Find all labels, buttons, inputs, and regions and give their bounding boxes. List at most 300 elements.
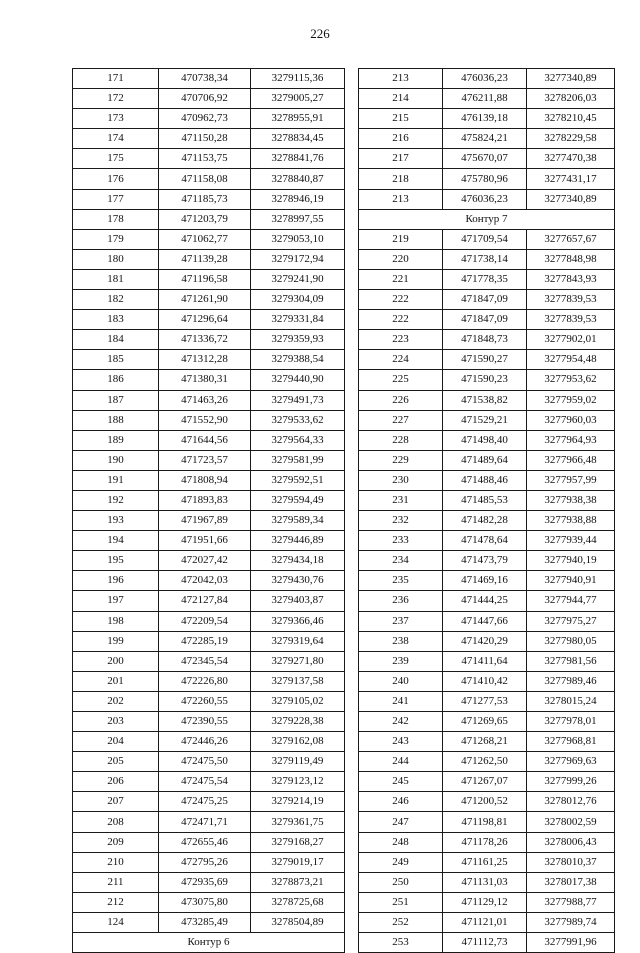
x-coordinate-cell: 471185,73 <box>159 189 251 209</box>
y-coordinate-cell: 3278206,03 <box>527 89 615 109</box>
y-coordinate-cell: 3277975,27 <box>527 611 615 631</box>
x-coordinate-cell: 471482,28 <box>443 511 527 531</box>
table-row <box>359 430 615 450</box>
point-number-cell: 197 <box>73 591 159 611</box>
point-number-cell: 172 <box>73 89 159 109</box>
x-coordinate-cell: 473285,49 <box>159 912 251 932</box>
table-row <box>73 470 345 490</box>
x-coordinate-cell: 471178,26 <box>443 832 527 852</box>
point-number-cell: 250 <box>359 872 443 892</box>
table-row <box>73 269 345 289</box>
point-number-cell: 173 <box>73 109 159 129</box>
point-number-cell: 227 <box>359 410 443 430</box>
x-coordinate-cell: 471951,66 <box>159 531 251 551</box>
point-number-cell: 179 <box>73 229 159 249</box>
table-row <box>73 89 345 109</box>
table-row <box>73 310 345 330</box>
y-coordinate-cell: 3279491,73 <box>251 390 345 410</box>
y-coordinate-cell: 3279319,64 <box>251 631 345 651</box>
x-coordinate-cell: 472390,55 <box>159 712 251 732</box>
x-coordinate-cell: 471203,79 <box>159 209 251 229</box>
point-number-cell: 235 <box>359 571 443 591</box>
y-coordinate-cell: 3279359,93 <box>251 330 345 350</box>
x-coordinate-cell: 476036,23 <box>443 69 527 89</box>
table-row <box>73 511 345 531</box>
x-coordinate-cell: 472475,50 <box>159 752 251 772</box>
x-coordinate-cell: 473075,80 <box>159 892 251 912</box>
y-coordinate-cell: 3278841,76 <box>251 149 345 169</box>
point-number-cell: 188 <box>73 410 159 430</box>
y-coordinate-cell: 3279115,36 <box>251 69 345 89</box>
x-coordinate-cell: 471590,27 <box>443 350 527 370</box>
table-row <box>359 551 615 571</box>
x-coordinate-cell: 471158,08 <box>159 169 251 189</box>
point-number-cell: 225 <box>359 370 443 390</box>
x-coordinate-cell: 471380,31 <box>159 370 251 390</box>
point-number-cell: 238 <box>359 631 443 651</box>
y-coordinate-cell: 3279241,90 <box>251 269 345 289</box>
point-number-cell: 202 <box>73 691 159 711</box>
x-coordinate-cell: 471538,82 <box>443 390 527 410</box>
point-number-cell: 231 <box>359 490 443 510</box>
table-row <box>359 370 615 390</box>
coordinates-table-right <box>358 68 615 953</box>
point-number-cell: 242 <box>359 712 443 732</box>
x-coordinate-cell: 471778,35 <box>443 269 527 289</box>
point-number-cell: 234 <box>359 551 443 571</box>
y-coordinate-cell: 3277839,53 <box>527 290 615 310</box>
x-coordinate-cell: 471261,90 <box>159 290 251 310</box>
x-coordinate-cell: 472127,84 <box>159 591 251 611</box>
x-coordinate-cell: 471062,77 <box>159 229 251 249</box>
y-coordinate-cell: 3279533,62 <box>251 410 345 430</box>
point-number-cell: 244 <box>359 752 443 772</box>
x-coordinate-cell: 471498,40 <box>443 430 527 450</box>
y-coordinate-cell: 3279366,46 <box>251 611 345 631</box>
table-row <box>359 933 615 953</box>
x-coordinate-cell: 471411,64 <box>443 651 527 671</box>
table-row <box>73 149 345 169</box>
table-row <box>359 129 615 149</box>
x-coordinate-cell: 476139,18 <box>443 109 527 129</box>
y-coordinate-cell: 3279331,84 <box>251 310 345 330</box>
point-number-cell: 174 <box>73 129 159 149</box>
point-number-cell: 124 <box>73 912 159 932</box>
table-row <box>359 229 615 249</box>
x-coordinate-cell: 471267,07 <box>443 772 527 792</box>
table-row <box>73 370 345 390</box>
table-row <box>359 390 615 410</box>
point-number-cell: 198 <box>73 611 159 631</box>
point-number-cell: 251 <box>359 892 443 912</box>
table-row <box>359 290 615 310</box>
x-coordinate-cell: 472795,26 <box>159 852 251 872</box>
y-coordinate-cell: 3277969,63 <box>527 752 615 772</box>
point-number-cell: 171 <box>73 69 159 89</box>
y-coordinate-cell: 3278229,58 <box>527 129 615 149</box>
y-coordinate-cell: 3277938,38 <box>527 490 615 510</box>
x-coordinate-cell: 471312,28 <box>159 350 251 370</box>
table-row <box>73 450 345 470</box>
point-number-cell: 221 <box>359 269 443 289</box>
x-coordinate-cell: 471552,90 <box>159 410 251 430</box>
table-row <box>359 410 615 430</box>
x-coordinate-cell: 471473,79 <box>443 551 527 571</box>
x-coordinate-cell: 472446,26 <box>159 732 251 752</box>
point-number-cell: 249 <box>359 852 443 872</box>
table-row <box>359 571 615 591</box>
y-coordinate-cell: 3278840,87 <box>251 169 345 189</box>
x-coordinate-cell: 471129,12 <box>443 892 527 912</box>
x-coordinate-cell: 471200,52 <box>443 792 527 812</box>
y-coordinate-cell: 3279019,17 <box>251 852 345 872</box>
x-coordinate-cell: 471590,23 <box>443 370 527 390</box>
left-table-body <box>73 69 345 953</box>
y-coordinate-cell: 3279168,27 <box>251 832 345 852</box>
y-coordinate-cell: 3279594,49 <box>251 490 345 510</box>
table-row <box>359 832 615 852</box>
x-coordinate-cell: 472475,25 <box>159 792 251 812</box>
point-number-cell: 229 <box>359 450 443 470</box>
point-number-cell: 253 <box>359 933 443 953</box>
table-row <box>73 792 345 812</box>
y-coordinate-cell: 3277340,89 <box>527 69 615 89</box>
x-coordinate-cell: 475824,21 <box>443 129 527 149</box>
x-coordinate-cell: 471847,09 <box>443 310 527 330</box>
page-number: 226 <box>310 26 330 41</box>
point-number-cell: 204 <box>73 732 159 752</box>
point-number-cell: 248 <box>359 832 443 852</box>
x-coordinate-cell: 471723,57 <box>159 450 251 470</box>
point-number-cell: 243 <box>359 732 443 752</box>
table-row <box>73 551 345 571</box>
table-row <box>359 249 615 269</box>
point-number-cell: 191 <box>73 470 159 490</box>
table-row <box>359 490 615 510</box>
table-row <box>359 892 615 912</box>
x-coordinate-cell: 471489,64 <box>443 450 527 470</box>
table-row <box>73 531 345 551</box>
point-number-cell: 180 <box>73 249 159 269</box>
y-coordinate-cell: 3277980,05 <box>527 631 615 651</box>
table-row <box>359 149 615 169</box>
table-row <box>73 189 345 209</box>
point-number-cell: 193 <box>73 511 159 531</box>
table-row <box>359 712 615 732</box>
y-coordinate-cell: 3277978,01 <box>527 712 615 732</box>
point-number-cell: 212 <box>73 892 159 912</box>
y-coordinate-cell: 3279005,27 <box>251 89 345 109</box>
point-number-cell: 213 <box>359 69 443 89</box>
x-coordinate-cell: 471893,83 <box>159 490 251 510</box>
table-row <box>73 390 345 410</box>
y-coordinate-cell: 3277960,03 <box>527 410 615 430</box>
y-coordinate-cell: 3279440,90 <box>251 370 345 390</box>
point-number-cell: 185 <box>73 350 159 370</box>
x-coordinate-cell: 472226,80 <box>159 671 251 691</box>
y-coordinate-cell: 3277470,38 <box>527 149 615 169</box>
x-coordinate-cell: 470738,34 <box>159 69 251 89</box>
x-coordinate-cell: 471336,72 <box>159 330 251 350</box>
x-coordinate-cell: 472475,54 <box>159 772 251 792</box>
table-row <box>73 732 345 752</box>
point-number-cell: 246 <box>359 792 443 812</box>
contour-section-label: Контур 6 <box>73 933 345 953</box>
x-coordinate-cell: 471150,28 <box>159 129 251 149</box>
x-coordinate-cell: 471268,21 <box>443 732 527 752</box>
y-coordinate-cell: 3277902,01 <box>527 330 615 350</box>
x-coordinate-cell: 471262,50 <box>443 752 527 772</box>
point-number-cell: 177 <box>73 189 159 209</box>
y-coordinate-cell: 3277657,67 <box>527 229 615 249</box>
table-row <box>73 691 345 711</box>
point-number-cell: 228 <box>359 430 443 450</box>
y-coordinate-cell: 3279271,80 <box>251 651 345 671</box>
point-number-cell: 187 <box>73 390 159 410</box>
table-row <box>359 470 615 490</box>
table-row <box>73 430 345 450</box>
y-coordinate-cell: 3278725,68 <box>251 892 345 912</box>
x-coordinate-cell: 472471,71 <box>159 812 251 832</box>
point-number-cell: 199 <box>73 631 159 651</box>
y-coordinate-cell: 3277968,81 <box>527 732 615 752</box>
x-coordinate-cell: 471198,81 <box>443 812 527 832</box>
y-coordinate-cell: 3278002,59 <box>527 812 615 832</box>
table-row <box>359 772 615 792</box>
y-coordinate-cell: 3279589,34 <box>251 511 345 531</box>
table-row <box>73 290 345 310</box>
y-coordinate-cell: 3277940,19 <box>527 551 615 571</box>
y-coordinate-cell: 3278010,37 <box>527 852 615 872</box>
x-coordinate-cell: 472655,46 <box>159 832 251 852</box>
point-number-cell: 252 <box>359 912 443 932</box>
point-number-cell: 194 <box>73 531 159 551</box>
table-row <box>73 892 345 912</box>
y-coordinate-cell: 3279214,19 <box>251 792 345 812</box>
y-coordinate-cell: 3277959,02 <box>527 390 615 410</box>
point-number-cell: 192 <box>73 490 159 510</box>
point-number-cell: 183 <box>73 310 159 330</box>
point-number-cell: 207 <box>73 792 159 812</box>
x-coordinate-cell: 471848,73 <box>443 330 527 350</box>
table-row <box>73 209 345 229</box>
table-row <box>359 450 615 470</box>
table-row <box>359 330 615 350</box>
point-number-cell: 175 <box>73 149 159 169</box>
table-row <box>359 511 615 531</box>
y-coordinate-cell: 3279564,33 <box>251 430 345 450</box>
x-coordinate-cell: 471410,42 <box>443 671 527 691</box>
point-number-cell: 226 <box>359 390 443 410</box>
x-coordinate-cell: 471153,75 <box>159 149 251 169</box>
y-coordinate-cell: 3278873,21 <box>251 872 345 892</box>
table-row <box>73 812 345 832</box>
y-coordinate-cell: 3278015,24 <box>527 691 615 711</box>
x-coordinate-cell: 471121,01 <box>443 912 527 932</box>
point-number-cell: 245 <box>359 772 443 792</box>
y-coordinate-cell: 3279403,87 <box>251 591 345 611</box>
y-coordinate-cell: 3279592,51 <box>251 470 345 490</box>
x-coordinate-cell: 471808,94 <box>159 470 251 490</box>
point-number-cell: 206 <box>73 772 159 792</box>
point-number-cell: 178 <box>73 209 159 229</box>
point-number-cell: 223 <box>359 330 443 350</box>
x-coordinate-cell: 471967,89 <box>159 511 251 531</box>
x-coordinate-cell: 472345,54 <box>159 651 251 671</box>
x-coordinate-cell: 472935,69 <box>159 872 251 892</box>
right-table-body <box>359 69 615 953</box>
y-coordinate-cell: 3278504,89 <box>251 912 345 932</box>
y-coordinate-cell: 3277999,26 <box>527 772 615 792</box>
x-coordinate-cell: 471161,25 <box>443 852 527 872</box>
coordinates-table-left <box>72 68 345 953</box>
table-row <box>73 651 345 671</box>
table-row <box>359 852 615 872</box>
table-row <box>73 490 345 510</box>
point-number-cell: 203 <box>73 712 159 732</box>
point-number-cell: 200 <box>73 651 159 671</box>
y-coordinate-cell: 3278210,45 <box>527 109 615 129</box>
table-row <box>73 912 345 932</box>
x-coordinate-cell: 472285,19 <box>159 631 251 651</box>
table-row <box>359 269 615 289</box>
x-coordinate-cell: 476036,23 <box>443 189 527 209</box>
y-coordinate-cell: 3279137,58 <box>251 671 345 691</box>
point-number-cell: 240 <box>359 671 443 691</box>
y-coordinate-cell: 3277939,44 <box>527 531 615 551</box>
table-row <box>359 169 615 189</box>
table-row <box>359 611 615 631</box>
table-row <box>359 591 615 611</box>
table-row <box>359 752 615 772</box>
table-row <box>359 189 615 209</box>
table-row <box>73 229 345 249</box>
x-coordinate-cell: 470962,73 <box>159 109 251 129</box>
y-coordinate-cell: 3279053,10 <box>251 229 345 249</box>
table-row <box>359 69 615 89</box>
table-row <box>73 671 345 691</box>
point-number-cell: 222 <box>359 290 443 310</box>
y-coordinate-cell: 3277431,17 <box>527 169 615 189</box>
x-coordinate-cell: 471447,66 <box>443 611 527 631</box>
table-row <box>73 109 345 129</box>
x-coordinate-cell: 471847,09 <box>443 290 527 310</box>
table-row <box>359 651 615 671</box>
table-row <box>359 812 615 832</box>
table-row <box>359 310 615 330</box>
table-row <box>73 249 345 269</box>
table-row <box>73 832 345 852</box>
point-number-cell: 237 <box>359 611 443 631</box>
point-number-cell: 189 <box>73 430 159 450</box>
x-coordinate-cell: 471269,65 <box>443 712 527 732</box>
section-header-row <box>359 209 615 229</box>
table-row <box>73 591 345 611</box>
x-coordinate-cell: 471420,29 <box>443 631 527 651</box>
x-coordinate-cell: 471469,16 <box>443 571 527 591</box>
table-row <box>359 109 615 129</box>
point-number-cell: 247 <box>359 812 443 832</box>
table-row <box>73 631 345 651</box>
point-number-cell: 220 <box>359 249 443 269</box>
x-coordinate-cell: 471478,64 <box>443 531 527 551</box>
table-row <box>359 631 615 651</box>
table-row <box>359 691 615 711</box>
y-coordinate-cell: 3278006,43 <box>527 832 615 852</box>
x-coordinate-cell: 475670,07 <box>443 149 527 169</box>
y-coordinate-cell: 3277944,77 <box>527 591 615 611</box>
y-coordinate-cell: 3277940,91 <box>527 571 615 591</box>
point-number-cell: 236 <box>359 591 443 611</box>
table-row <box>73 169 345 189</box>
table-row <box>73 571 345 591</box>
table-row <box>73 852 345 872</box>
y-coordinate-cell: 3279434,18 <box>251 551 345 571</box>
x-coordinate-cell: 475780,96 <box>443 169 527 189</box>
x-coordinate-cell: 471131,03 <box>443 872 527 892</box>
x-coordinate-cell: 471277,53 <box>443 691 527 711</box>
point-number-cell: 181 <box>73 269 159 289</box>
table-row <box>359 792 615 812</box>
point-number-cell: 232 <box>359 511 443 531</box>
y-coordinate-cell: 3277989,46 <box>527 671 615 691</box>
x-coordinate-cell: 471139,28 <box>159 249 251 269</box>
y-coordinate-cell: 3279361,75 <box>251 812 345 832</box>
x-coordinate-cell: 472260,55 <box>159 691 251 711</box>
y-coordinate-cell: 3277988,77 <box>527 892 615 912</box>
table-row <box>73 712 345 732</box>
y-coordinate-cell: 3277989,74 <box>527 912 615 932</box>
table-row <box>73 129 345 149</box>
y-coordinate-cell: 3277843,93 <box>527 269 615 289</box>
y-coordinate-cell: 3277938,88 <box>527 511 615 531</box>
point-number-cell: 216 <box>359 129 443 149</box>
y-coordinate-cell: 3279119,49 <box>251 752 345 772</box>
point-number-cell: 219 <box>359 229 443 249</box>
y-coordinate-cell: 3277839,53 <box>527 310 615 330</box>
y-coordinate-cell: 3277966,48 <box>527 450 615 470</box>
point-number-cell: 205 <box>73 752 159 772</box>
y-coordinate-cell: 3277953,62 <box>527 370 615 390</box>
point-number-cell: 230 <box>359 470 443 490</box>
point-number-cell: 209 <box>73 832 159 852</box>
point-number-cell: 201 <box>73 671 159 691</box>
point-number-cell: 213 <box>359 189 443 209</box>
x-coordinate-cell: 471444,25 <box>443 591 527 611</box>
x-coordinate-cell: 471463,26 <box>159 390 251 410</box>
x-coordinate-cell: 470706,92 <box>159 89 251 109</box>
table-row <box>359 89 615 109</box>
contour-section-label: Контур 7 <box>359 209 615 229</box>
table-row <box>73 772 345 792</box>
y-coordinate-cell: 3278834,45 <box>251 129 345 149</box>
x-coordinate-cell: 472042,03 <box>159 571 251 591</box>
x-coordinate-cell: 471709,54 <box>443 229 527 249</box>
table-row <box>359 671 615 691</box>
point-number-cell: 211 <box>73 872 159 892</box>
y-coordinate-cell: 3279228,38 <box>251 712 345 732</box>
point-number-cell: 214 <box>359 89 443 109</box>
table-row <box>359 912 615 932</box>
x-coordinate-cell: 472027,42 <box>159 551 251 571</box>
point-number-cell: 196 <box>73 571 159 591</box>
x-coordinate-cell: 471488,46 <box>443 470 527 490</box>
y-coordinate-cell: 3277964,93 <box>527 430 615 450</box>
y-coordinate-cell: 3279388,54 <box>251 350 345 370</box>
point-number-cell: 210 <box>73 852 159 872</box>
table-row <box>73 330 345 350</box>
y-coordinate-cell: 3278017,38 <box>527 872 615 892</box>
